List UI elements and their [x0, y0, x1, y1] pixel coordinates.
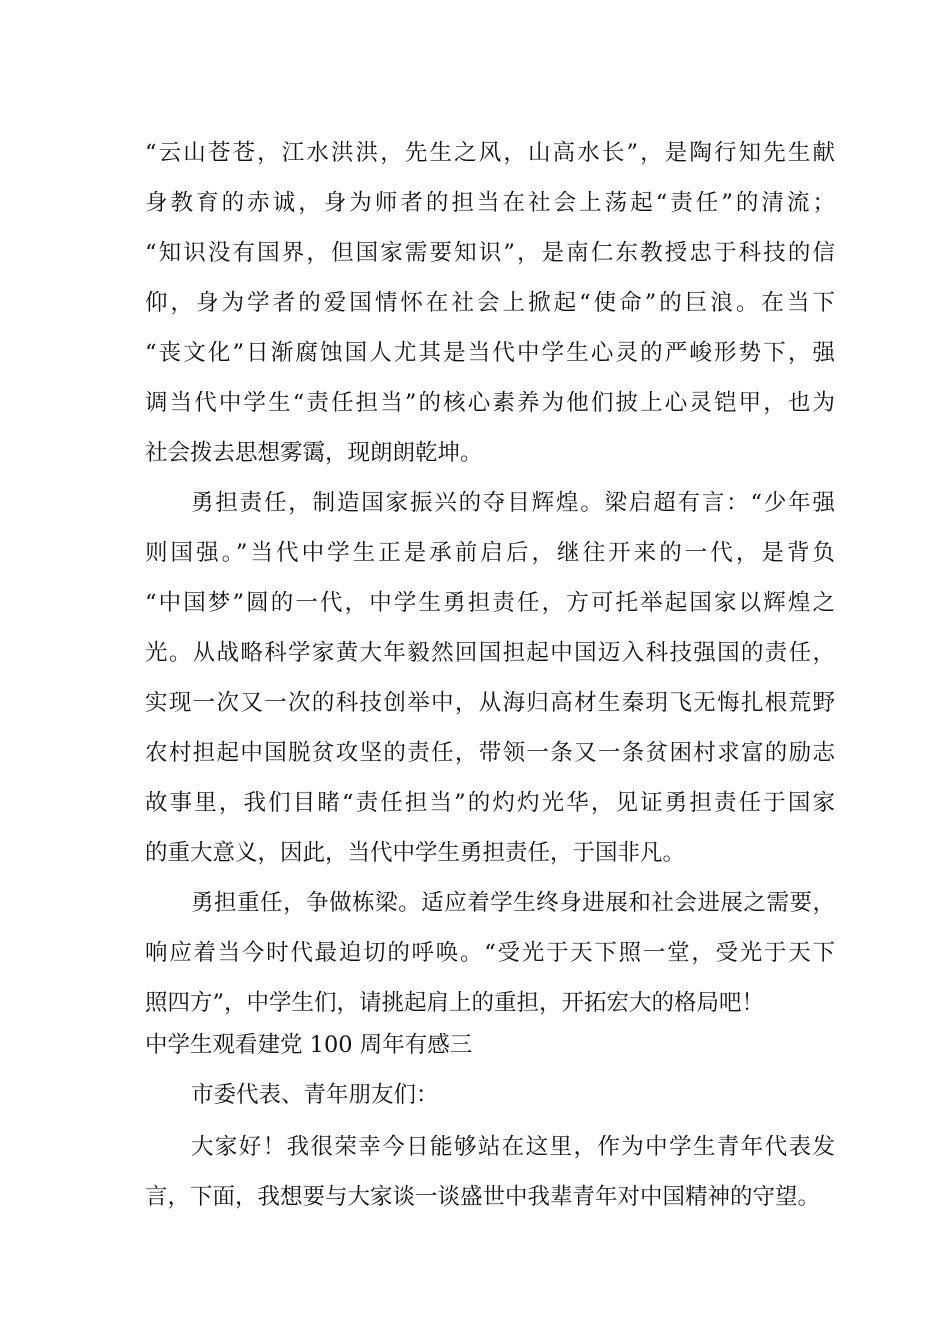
- paragraph-line: 故事里，我们目睹“责任担当”的灼灼光华，见证勇担责任于国家: [145, 790, 835, 816]
- paragraph-line: 言，下面，我想要与大家谈一谈盛世中我辈青年对中国精神的守望。: [145, 1184, 821, 1210]
- salutation: 市委代表、青年朋友们：: [191, 1082, 439, 1108]
- paragraph-first-line: 勇担责任，制造国家振兴的夺目辉煌。梁启超有言：“少年强: [191, 490, 835, 516]
- paragraph-line: 身教育的赤诚，身为师者的担当在社会上荡起“责任”的清流；: [145, 190, 835, 216]
- section-title: 中学生观看建党 100 周年有感三: [145, 1032, 473, 1058]
- paragraph-line: 农村担起中国脱贫攻坚的责任，带领一条又一条贫困村求富的励志: [145, 740, 835, 766]
- paragraph-line: 的重大意义，因此，当代中学生勇担责任，于国非凡。: [145, 840, 686, 866]
- paragraph-line: 则国强。”当代中学生正是承前启后，继往开来的一代，是背负: [145, 540, 835, 566]
- paragraph-line: “丧文化”日渐腐蚀国人尤其是当代中学生心灵的严峻形势下，强: [145, 340, 835, 366]
- paragraph-line: “云山苍苍，江水洪洪，先生之风，山高水长”，是陶行知先生献: [145, 140, 835, 166]
- paragraph-line: 实现一次又一次的科技创举中，从海归高材生秦玥飞无悔扎根荒野: [145, 690, 835, 716]
- paragraph-line: 仰，身为学者的爱国情怀在社会上掀起“使命”的巨浪。在当下: [145, 290, 835, 316]
- paragraph-line: “知识没有国界，但国家需要知识”，是南仁东教授忠于科技的信: [145, 240, 835, 266]
- paragraph-line: 照四方”，中学生们，请挑起肩上的重担，开拓宏大的格局吧！: [145, 990, 765, 1016]
- paragraph-line: 社会拨去思想雾霭，现朗朗乾坤。: [145, 440, 483, 466]
- paragraph-line: “中国梦”圆的一代，中学生勇担责任，方可托举起国家以辉煌之: [145, 590, 835, 616]
- paragraph-line: 光。从战略科学家黄大年毅然回国担起中国迈入科技强国的责任，: [145, 640, 835, 666]
- paragraph-line: 响应着当今时代最迫切的呼唤。“受光于天下照一堂，受光于天下: [145, 940, 835, 966]
- paragraph-first-line: 勇担重任，争做栋梁。适应着学生终身进展和社会进展之需要，: [191, 890, 835, 916]
- paragraph-line: 调当代中学生“责任担当”的核心素养为他们披上心灵铠甲，也为: [145, 390, 835, 416]
- paragraph-first-line: 大家好！我很荣幸今日能够站在这里，作为中学生青年代表发: [191, 1134, 835, 1160]
